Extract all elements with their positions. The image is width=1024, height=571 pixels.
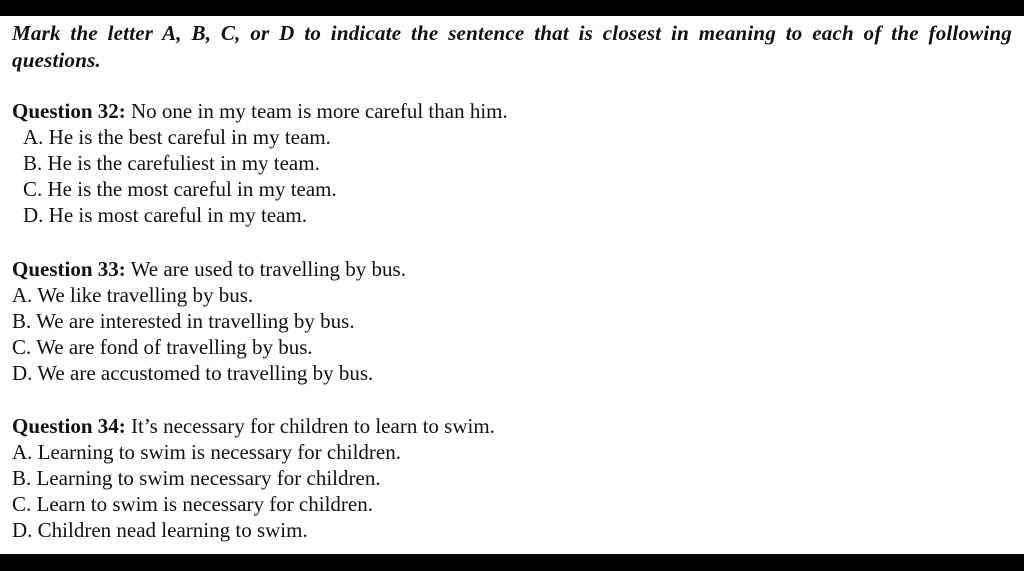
option-c — [12, 491, 1012, 517]
option-text: He is the best careful in my team. — [48, 125, 331, 149]
option-c — [23, 176, 1012, 202]
option-letter: C. — [12, 492, 32, 516]
question-prompt: We are used to travelling by bus. — [130, 257, 406, 281]
option-text: Children nead learning to swim. — [37, 518, 308, 542]
option-letter: A. — [23, 125, 44, 149]
options-list — [12, 124, 1012, 228]
option-d — [23, 202, 1012, 228]
question-stem — [12, 256, 1012, 282]
question-stem — [12, 413, 1012, 439]
option-text: We are accustomed to travelling by bus. — [37, 361, 374, 385]
question-label: Question 34: — [12, 414, 126, 438]
option-letter: B. — [12, 466, 32, 490]
option-b — [12, 308, 1012, 334]
question-prompt: No one in my team is more careful than him. — [131, 99, 508, 123]
question-34 — [12, 413, 1012, 543]
question-label: Question 32: — [12, 99, 126, 123]
option-a — [23, 124, 1012, 150]
question-33 — [12, 256, 1012, 386]
question-label: Question 33: — [12, 257, 126, 281]
option-letter: B. — [23, 151, 43, 175]
options-list — [12, 282, 1012, 386]
option-text: He is most careful in my team. — [48, 203, 308, 227]
option-b — [12, 465, 1012, 491]
option-text: Learning to swim necessary for children. — [36, 466, 381, 490]
option-text: We like travelling by bus. — [37, 283, 254, 307]
option-letter: A. — [12, 440, 33, 464]
question-stem — [12, 98, 1012, 124]
option-c — [12, 334, 1012, 360]
question-32 — [12, 98, 1012, 228]
option-text: Learning to swim is necessary for children. — [37, 440, 401, 464]
option-letter: C. — [23, 177, 43, 201]
option-letter: D. — [12, 361, 33, 385]
instructions-text: Mark the letter A, B, C, or D to indicate the sentence that is closest in meaning to each of the following questions. — [12, 21, 1012, 72]
option-text: Learn to swim is necessary for children. — [36, 492, 373, 516]
question-prompt: It’s necessary for children to learn to swim. — [131, 414, 495, 438]
option-d — [12, 517, 1012, 543]
option-a — [12, 282, 1012, 308]
document-page — [0, 16, 1024, 554]
option-letter: D. — [23, 203, 44, 227]
option-text: He is the carefuliest in my team. — [47, 151, 320, 175]
option-letter: B. — [12, 309, 32, 333]
options-list — [12, 439, 1012, 543]
option-text: We are fond of travelling by bus. — [36, 335, 313, 359]
option-letter: D. — [12, 518, 33, 542]
option-b — [23, 150, 1012, 176]
option-letter: C. — [12, 335, 32, 359]
option-d — [12, 360, 1012, 386]
option-text: He is the most careful in my team. — [47, 177, 337, 201]
option-letter: A. — [12, 283, 33, 307]
option-a — [12, 439, 1012, 465]
option-text: We are interested in travelling by bus. — [36, 309, 355, 333]
